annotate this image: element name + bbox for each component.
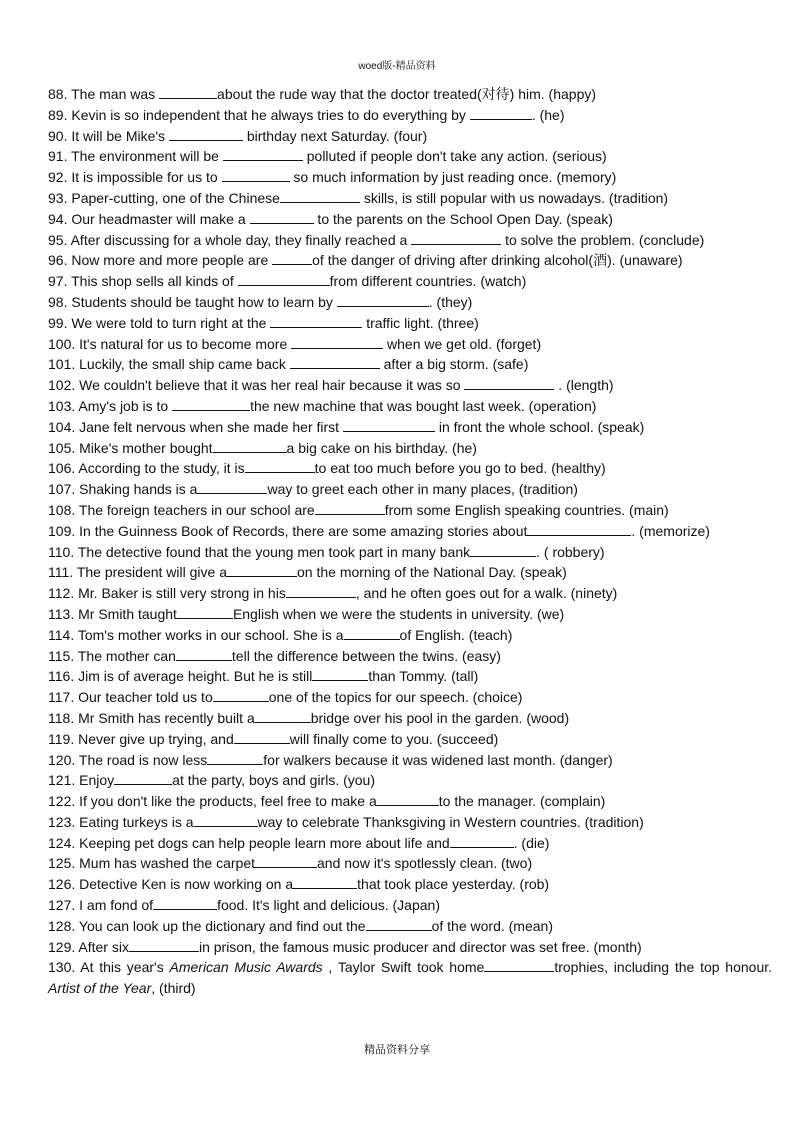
item-text-after: birthday next Saturday. (four) [242, 127, 428, 144]
item-text-after: way to greet each other in many places, (tradition) [267, 481, 578, 498]
item-text-before: Mr Smith has recently built a [78, 709, 255, 726]
item-number: 128. [48, 917, 79, 934]
exercise-item [48, 853, 772, 874]
exercise-item [48, 105, 772, 126]
item-text-after: English when we were the students in university. (we) [232, 605, 565, 622]
item-text-after: . ( robbery) [536, 543, 605, 560]
item-text-after: in front the whole school. (speak) [434, 418, 645, 435]
item-text-after: traffic light. (three) [362, 314, 479, 331]
item-text-before: The president will give a [76, 564, 227, 581]
item-text-after: . (die) [513, 834, 550, 851]
exercise-item [48, 729, 772, 750]
answer-blank[interactable] [238, 271, 330, 286]
item-text-before: You can look up the dictionary and find out the [78, 917, 366, 934]
answer-blank[interactable] [337, 292, 429, 307]
exercise-item [48, 146, 772, 167]
item-text-after: the new machine that was bought last week. (operation) [250, 397, 597, 414]
exercise-item [48, 375, 772, 396]
item-number: 105. [48, 439, 80, 456]
page-footer: 精品资料分享 [364, 1044, 430, 1056]
answer-blank[interactable] [411, 230, 501, 245]
answer-blank[interactable] [280, 188, 360, 203]
answer-blank[interactable] [129, 937, 199, 952]
exercise-item [48, 687, 772, 708]
item-text-after: skills, is still popular with us nowadays. (tradition) [359, 189, 669, 206]
item-number: 121. [48, 772, 80, 789]
exercise-item [48, 479, 772, 500]
answer-blank[interactable] [159, 84, 217, 99]
answer-blank[interactable] [272, 250, 312, 265]
answer-blank[interactable] [470, 105, 532, 120]
item-number: 107. [48, 481, 80, 498]
item-text-before: After six [78, 938, 129, 955]
item-text-before: It's natural for us to become more [79, 335, 292, 352]
answer-blank[interactable] [153, 895, 217, 910]
exercise-item [48, 250, 772, 271]
item-number: 127. [48, 897, 80, 914]
item-text-after: when we get old. (forget) [383, 335, 542, 352]
answer-blank[interactable] [169, 126, 243, 141]
item-number: 110. [48, 543, 78, 560]
item-text-after: at the party, boys and girls. (you) [172, 772, 376, 789]
answer-blank[interactable] [177, 604, 233, 619]
item-text-italic: American Music Awards [169, 959, 323, 976]
answer-blank[interactable] [343, 417, 435, 432]
exercise-item [48, 604, 772, 625]
exercise-item [48, 417, 772, 438]
item-text-before: The mother can [77, 647, 176, 664]
item-text-after: one of the topics for our speech. (choice) [268, 689, 523, 706]
exercise-item [48, 770, 772, 791]
item-text-before: Paper-cutting, one of the Chinese [71, 189, 280, 206]
item-number: 106. [48, 460, 79, 477]
answer-blank[interactable] [293, 874, 357, 889]
item-number: 101. [48, 356, 80, 373]
item-number: 129. [48, 938, 79, 955]
item-number: 104. [48, 418, 80, 435]
exercise-item [48, 708, 772, 729]
answer-blank[interactable] [207, 750, 263, 765]
item-number: 96. [48, 252, 72, 269]
item-text-before: Luckily, the small ship came back [79, 356, 290, 373]
item-text-after: . (length) [554, 377, 614, 394]
item-number: 100. [48, 335, 80, 352]
item-number: 117. [48, 689, 79, 706]
exercise-item [48, 625, 772, 646]
item-number: 88. [48, 86, 72, 102]
item-number: 126. [48, 876, 80, 893]
item-text-after: . (they) [428, 293, 473, 310]
exercise-item [48, 521, 772, 542]
item-number: 111. [48, 564, 77, 581]
exercise-item [48, 542, 772, 563]
answer-blank[interactable] [290, 354, 380, 369]
item-text-after: and now it's spotlessly clean. (two) [317, 855, 533, 872]
exercise-item [48, 812, 772, 833]
item-text-before: We couldn't believe that it was her real hair because it was so [79, 377, 465, 394]
item-text-before: After discussing for a whole day, they finally reached a [70, 231, 412, 248]
item-text-before: Detective Ken is now working on a [79, 876, 294, 893]
item-text-before: The environment will be [71, 148, 223, 165]
item-text-before: The man was [71, 86, 160, 102]
item-number: 97. [48, 273, 72, 290]
item-text-before: The foreign teachers in our school are [78, 501, 315, 518]
item-text-after: to the manager. (complain) [438, 793, 606, 810]
item-text-before: I am fond of [79, 897, 154, 914]
item-text-before: Mum has washed the carpet [79, 855, 256, 872]
item-text-after: polluted if people don't take any action. (serious) [302, 148, 607, 165]
item-number: 130. [48, 959, 81, 976]
item-number: 119. [48, 730, 79, 747]
item-number: 89. [48, 106, 72, 123]
answer-blank[interactable] [470, 542, 536, 557]
exercise-item [48, 937, 772, 958]
answer-blank[interactable] [223, 146, 303, 161]
exercise-item [48, 84, 772, 105]
answer-blank[interactable] [114, 770, 172, 785]
exercise-item [48, 500, 772, 521]
item-text-after: trophies, including the top honour. [554, 959, 773, 976]
exercise-item [48, 292, 772, 313]
item-text-before: The detective found that the young men took part in many bank [77, 543, 471, 560]
answer-blank[interactable] [197, 479, 267, 494]
exercise-item [48, 458, 772, 479]
item-number: 114. [48, 626, 78, 643]
item-text-after: a big cake on his birthday. (he) [286, 439, 477, 456]
exercise-item [48, 646, 772, 667]
item-number: 93. [48, 189, 72, 206]
item-text-before: If you don't like the products, feel free to make a [79, 793, 377, 810]
exercise-item [48, 313, 772, 334]
answer-blank[interactable] [234, 729, 290, 744]
item-number: 92. [48, 169, 72, 186]
exercise-item [48, 895, 772, 916]
item-text-after: of the word. (mean) [431, 917, 553, 934]
item-number: 99. [48, 314, 72, 331]
item-text-after: tell the difference between the twins. (easy) [231, 647, 501, 664]
exercise-item [48, 791, 772, 812]
item-text-before: At this year's [80, 959, 170, 976]
answer-blank[interactable] [344, 625, 400, 640]
item-text-after: will finally come to you. (succeed) [289, 730, 499, 747]
exercise-item [48, 334, 772, 355]
item-text-after: . (memorize) [631, 522, 710, 539]
exercise-item [48, 583, 772, 604]
item-text-after: in prison, the famous music producer and director was set free. (month) [198, 938, 642, 955]
exercise-item [48, 874, 772, 895]
item-text-after: so much information by just reading once. (memory) [289, 169, 617, 186]
exercise-item [48, 230, 772, 251]
exercise-list [48, 84, 772, 999]
item-number: 102. [48, 377, 80, 394]
item-text-before: Now more and more people are [71, 252, 273, 269]
answer-blank[interactable] [255, 708, 311, 723]
item-text-after: bridge over his pool in the garden. (wood) [310, 709, 570, 726]
item-text-before: Students should be taught how to learn by [71, 293, 337, 310]
item-text-after: way to celebrate Thanksgiving in Western countries. (tradition) [257, 813, 644, 830]
item-number: 115. [48, 647, 78, 664]
item-number: 122. [48, 793, 80, 810]
exercise-item [48, 167, 772, 188]
item-text-before: Mr Smith taught [78, 605, 177, 622]
item-number: 98. [48, 293, 72, 310]
item-text-after: . (he) [531, 106, 565, 123]
answer-blank[interactable] [315, 500, 385, 515]
exercise-item [48, 209, 772, 230]
item-number: 125. [48, 855, 80, 872]
exercise-item [48, 396, 772, 417]
item-text-before: It will be Mike's [71, 127, 169, 144]
item-text-before: Jane felt nervous when she made her first [79, 418, 343, 435]
exercise-item [48, 750, 772, 771]
answer-blank[interactable] [286, 583, 356, 598]
item-text-middle: , Taylor Swift took home [322, 959, 485, 976]
item-text-before: According to the study, it is [78, 460, 245, 477]
answer-blank[interactable] [377, 791, 439, 806]
item-text-before: This shop sells all kinds of [71, 273, 238, 290]
item-number: 95. [48, 231, 71, 248]
answer-blank[interactable] [255, 853, 317, 868]
answer-blank[interactable] [464, 375, 554, 390]
item-text-before: In the Guinness Book of Records, there are some amazing stories about [79, 522, 528, 539]
item-text-after: to eat too much before you go to bed. (healthy) [314, 460, 606, 477]
item-text-after: from some English speaking countries. (main) [384, 501, 669, 518]
answer-blank[interactable] [484, 957, 554, 972]
item-text-before: Kevin is so independent that he always tries to do everything by [71, 106, 470, 123]
exercise-item [48, 126, 772, 147]
item-number: 116. [48, 668, 79, 685]
answer-blank[interactable] [194, 812, 258, 827]
item-number: 94. [48, 210, 72, 227]
item-number: 123. [48, 813, 80, 830]
exercise-item [48, 833, 772, 854]
item-text-before: Our headmaster will make a [71, 210, 250, 227]
exercise-item [48, 271, 772, 292]
item-number: 103. [48, 397, 79, 414]
answer-blank[interactable] [250, 209, 314, 224]
exercise-item [48, 188, 772, 209]
exercise-item [48, 916, 772, 937]
answer-blank[interactable] [312, 666, 368, 681]
item-text-before: Tom's mother works in our school. She is a [77, 626, 344, 643]
item-text-after: food. It's light and delicious. (Japan) [217, 897, 440, 914]
item-number: 109. [48, 522, 80, 539]
item-text-end: , (third) [151, 980, 196, 997]
answer-blank[interactable] [172, 396, 250, 411]
item-text-before: Mr. Baker is still very strong in his [78, 585, 286, 602]
answer-blank[interactable] [450, 833, 514, 848]
item-text-italic: Artist of the Year [48, 980, 152, 997]
item-text-before: The road is now less [78, 751, 208, 768]
item-number: 113. [48, 605, 79, 622]
item-text-before: Keeping pet dogs can help people learn more about life and [79, 834, 450, 851]
item-text-after: about the rude way that the doctor treated(对待) him. (happy) [217, 86, 597, 102]
item-number: 108. [48, 501, 79, 518]
answer-blank[interactable] [245, 458, 315, 473]
item-text-after: to solve the problem. (conclude) [501, 231, 705, 248]
item-text-after: of the danger of driving after drinking alcohol(酒). (unaware) [312, 252, 683, 269]
item-number: 124. [48, 834, 80, 851]
answer-blank[interactable] [291, 334, 383, 349]
exercise-item [48, 562, 772, 583]
answer-blank[interactable] [213, 687, 269, 702]
item-text-after: to the parents on the School Open Day. (speak) [313, 210, 613, 227]
item-text-before: We were told to turn right at the [71, 314, 271, 331]
item-text-after: of English. (teach) [399, 626, 513, 643]
exercise-item [48, 666, 772, 687]
answer-blank[interactable] [227, 562, 297, 577]
item-number: 90. [48, 127, 72, 144]
item-text-after: from different countries. (watch) [329, 273, 527, 290]
item-text-before: Mike's mother bought [79, 439, 213, 456]
answer-blank[interactable] [213, 438, 287, 453]
item-text-before: Jim is of average height. But he is still [78, 668, 313, 685]
item-number: 118. [48, 709, 79, 726]
exercise-item [48, 957, 772, 999]
item-text-after: than Tommy. (tall) [368, 668, 479, 685]
item-text-after: on the morning of the National Day. (speak) [297, 564, 567, 581]
item-text-before: Amy's job is to [78, 397, 173, 414]
item-text-after: , and he often goes out for a walk. (ninety) [355, 585, 618, 602]
exercise-item [48, 354, 772, 375]
item-text-before: It is impossible for us to [71, 169, 222, 186]
item-text-before: Shaking hands is a [79, 481, 198, 498]
item-number: 91. [48, 148, 72, 165]
answer-blank[interactable] [527, 521, 631, 536]
answer-blank[interactable] [366, 916, 432, 931]
answer-blank[interactable] [222, 167, 290, 182]
item-number: 120. [48, 751, 79, 768]
item-number: 112. [48, 585, 79, 602]
item-text-before: Enjoy [79, 772, 115, 789]
exercise-item [48, 438, 772, 459]
item-text-after: that took place yesterday. (rob) [357, 876, 550, 893]
item-text-before: Eating turkeys is a [79, 813, 194, 830]
answer-blank[interactable] [270, 313, 362, 328]
page-header: woed版-精品资料 [358, 61, 436, 72]
item-text-before: Never give up trying, and [78, 730, 234, 747]
answer-blank[interactable] [176, 646, 232, 661]
item-text-before: Our teacher told us to [78, 689, 213, 706]
item-text-after: after a big storm. (safe) [379, 356, 529, 373]
item-text-after: for walkers because it was widened last month. (danger) [263, 751, 613, 768]
